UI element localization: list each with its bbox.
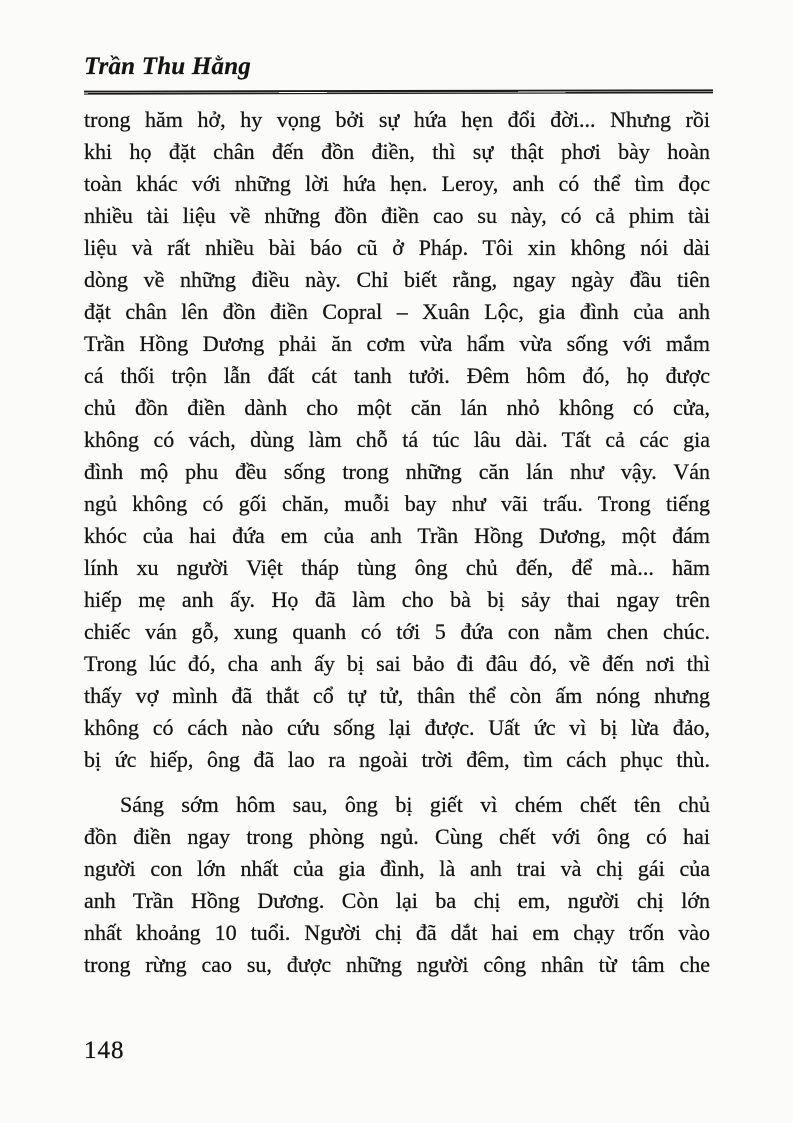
text-line: Trần Hồng Dương phải ăn cơm vừa hẩm vừa sống với mắm <box>84 331 710 356</box>
text-line: liệu và rất nhiều bài báo cũ ở Pháp. Tôi xin không nói dài <box>84 235 710 260</box>
text-line: Sáng sớm hôm sau, ông bị giết vì chém chết tên chủ <box>120 792 710 817</box>
text-line: lính xu người Việt tháp tùng ông chủ đến, để mà... hãm <box>84 555 710 580</box>
text-line: ngủ không có gối chăn, muỗi bay như vãi trấu. Trong tiếng <box>84 491 710 516</box>
text-line: anh Trần Hồng Dương. Còn lại ba chị em, người chị lớn <box>84 888 710 913</box>
text-line: nhiều tài liệu về những đồn điền cao su này, có cả phim tài <box>84 203 710 228</box>
text-line: người con lớn nhất của gia đình, là anh trai và chị gái của <box>84 856 710 881</box>
text-line: cá thối trộn lẫn đất cát tanh tưởi. Đêm hôm đó, họ được <box>84 363 710 388</box>
page-number: 148 <box>84 1037 125 1064</box>
text-line: khi họ đặt chân đến đồn điền, thì sự thật phơi bày hoàn <box>84 139 710 164</box>
header-rule <box>84 89 713 94</box>
text-line: chiếc ván gỗ, xung quanh có tới 5 đứa con nằm chen chúc. <box>84 619 710 644</box>
text-line: đặt chân lên đồn điền Copral – Xuân Lộc, gia đình của anh <box>84 299 710 324</box>
text-line: đình mộ phu đều sống trong những căn lán như vậy. Ván <box>84 459 710 484</box>
text-line: trong rừng cao su, được những người công nhân từ tâm che <box>84 952 710 977</box>
page-body <box>84 104 710 981</box>
text-line: nhất khoảng 10 tuổi. Người chị đã dắt hai em chạy trốn vào <box>84 920 710 945</box>
paragraph <box>84 789 710 981</box>
text-line: toàn khác với những lời hứa hẹn. Leroy, anh có thể tìm đọc <box>84 171 710 196</box>
text-line: khóc của hai đứa em của anh Trần Hồng Dương, một đám <box>84 523 710 548</box>
text-line: không có vách, dùng làm chỗ tá túc lâu dài. Tất cả các gia <box>84 427 710 452</box>
text-line: hiếp mẹ anh ấy. Họ đã làm cho bà bị sảy thai ngay trên <box>84 587 710 612</box>
text-line: dòng về những điều này. Chỉ biết rằng, ngay ngày đầu tiên <box>84 267 710 292</box>
text-line: bị ức hiếp, ông đã lao ra ngoài trời đêm, tìm cách phục thù. <box>84 747 710 772</box>
paragraph <box>84 104 710 776</box>
text-line: trong hăm hở, hy vọng bởi sự hứa hẹn đổi đời... Nhưng rồi <box>84 107 710 132</box>
text-line: không có cách nào cứu sống lại được. Uất ức vì bị lừa đảo, <box>84 715 710 740</box>
text-line: chủ đồn điền dành cho một căn lán nhỏ không có cửa, <box>84 395 710 420</box>
text-line: Trong lúc đó, cha anh ấy bị sai bảo đi đâu đó, về đến nơi thì <box>84 651 710 676</box>
running-head-author: Trần Thu Hằng <box>84 53 252 80</box>
text-line: thấy vợ mình đã thắt cổ tự tử, thân thể còn ấm nóng nhưng <box>84 683 710 708</box>
text-line: đồn điền ngay trong phòng ngủ. Cùng chết với ông có hai <box>84 824 710 849</box>
